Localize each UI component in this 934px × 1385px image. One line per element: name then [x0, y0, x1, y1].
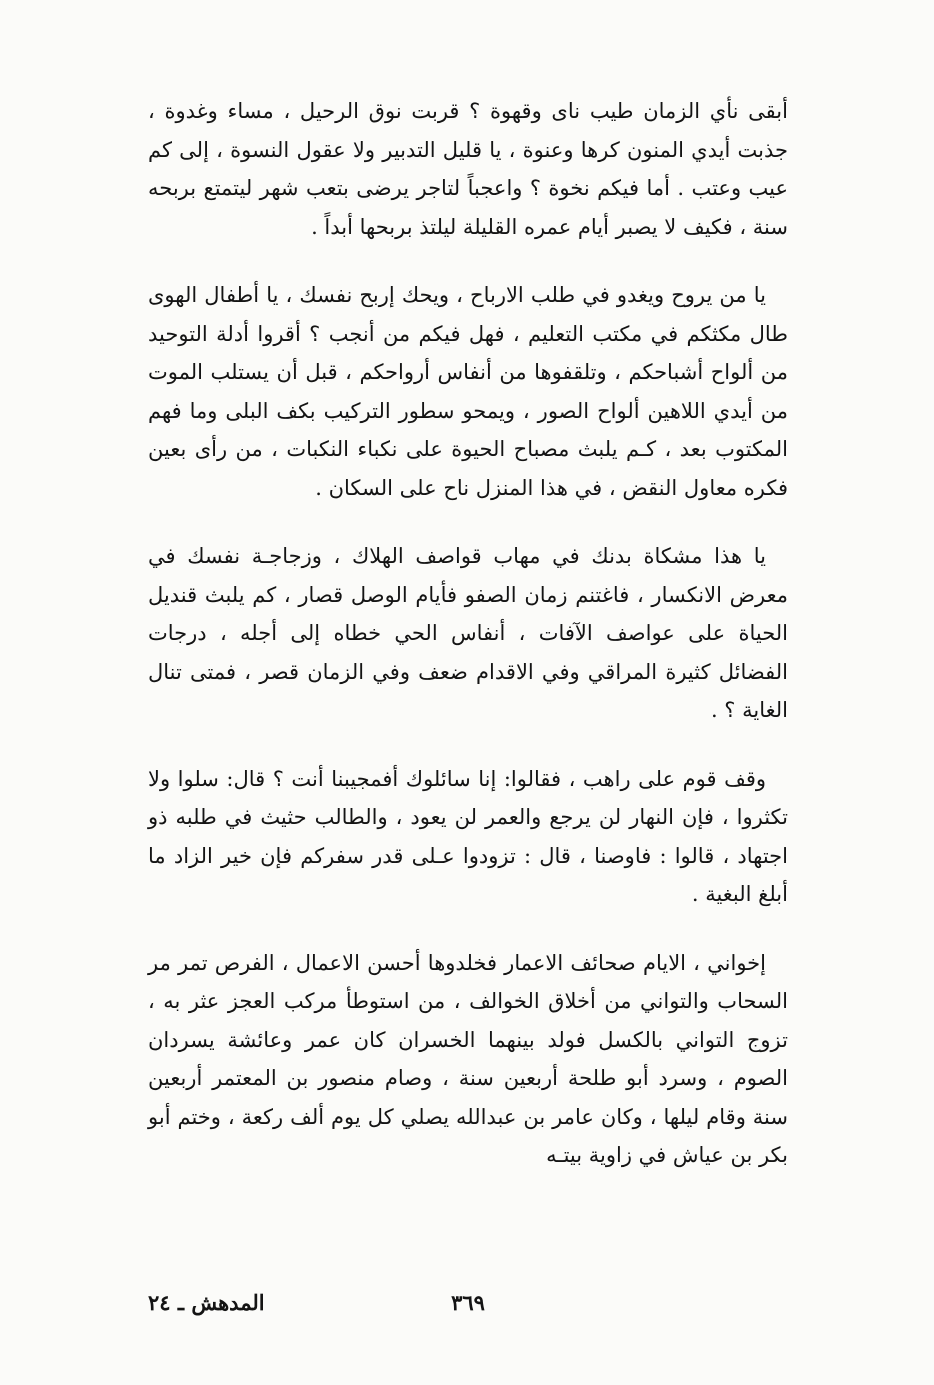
paragraph-4: وقف قوم على راهب ، فقالوا: إنا سائلوك أفمجيبنا أنت ؟ قال: سلوا ولا تكثروا ، فإن النهار لن يرجع والعمر لن يعود ، والطالب حثيث في طلبه ذو اجتهاد ، قالوا : فاوصنا ، قال : تزودوا عـلى قدر سفركم فإن خير الزاد ما أبلغ البغية . — [148, 766, 788, 906]
printer-signature: المدهش ـ ٢٤ — [148, 1290, 265, 1315]
paragraph-2: يا من يروح ويغدو في طلب الارباح ، ويحك إربح نفسك ، يا أطفال الهوى طال مكثكم في مكتب التعليم ، فهل فيكم من أنجب ؟ أقروا أدلة التوحيد من ألواح أشباحكم ، وتلقفوها من أنفاس أرواحكم ، قبل أن يستلب الموت من أيدي اللاهين ألواح الصور ، ويمحو سطور التركيب بكف البلى وما فهم المكتوب بعد ، كـم يلبث مصباح الحيوة على نكباء النكبات ، من رأى بعين فكره معاول النقض ، في هذا المنزل ناح على السكان . — [148, 283, 788, 500]
paragraph-3: يا هذا مشكاة بدنك في مهاب قواصف الهلاك ، وزجاجـة نفسك في معرض الانكسار ، فاغتنم زمان الصفو فأيام الوصل قصار ، كم يلبث قنديل الحياة على عواصف الآفات ، أنفاس الحي خطاه إلى أجله ، درجات الفضائل كثيرة المراقي وفي الاقدام ضعف وفي الزمان قصر ، فمتى تنال الغاية ؟ . — [148, 544, 788, 722]
paragraph-5: إخواني ، الايام صحائف الاعمار فخلدوها أحسن الاعمال ، الفرص تمر مر السحاب والتواني من أخلاق الخوالف ، من استوطأ مركب العجز عثر به ، تزوج التواني بالكسل فولد بينهما الخسران كان عمر وعائشة يسردان الصوم ، وسرد أبو طلحة أربعين سنة ، وصام منصور بن المعتمر أربعين سنة وقام ليلها ، وكان عامر بن عبدالله يصلي كل يوم ألف ركعة ، وختم أبو بكر بن عياش في زاوية بيتـه — [148, 950, 788, 1167]
body-text — [148, 92, 788, 1205]
paragraph-1: أبقى نأي الزمان طيب ناى وقهوة ؟ قربت نوق الرحيل ، مساء وغدوة ، جذبت أيدي المنون كرها وعنوة ، يا قليل التدبير ولا عقول النسوة ، إلى كم عيب وعتب . أما فيكم نخوة ؟ واعجباً لتاجر يرضى بتعب شهر ليتمتع بربحه سنة ، فكيف لا يصبر أيام عمره القليلة ليلتذ بربحها أبداً . — [148, 99, 788, 239]
page-footer — [148, 1290, 788, 1330]
page-number: ٣٦٩ — [451, 1290, 485, 1315]
